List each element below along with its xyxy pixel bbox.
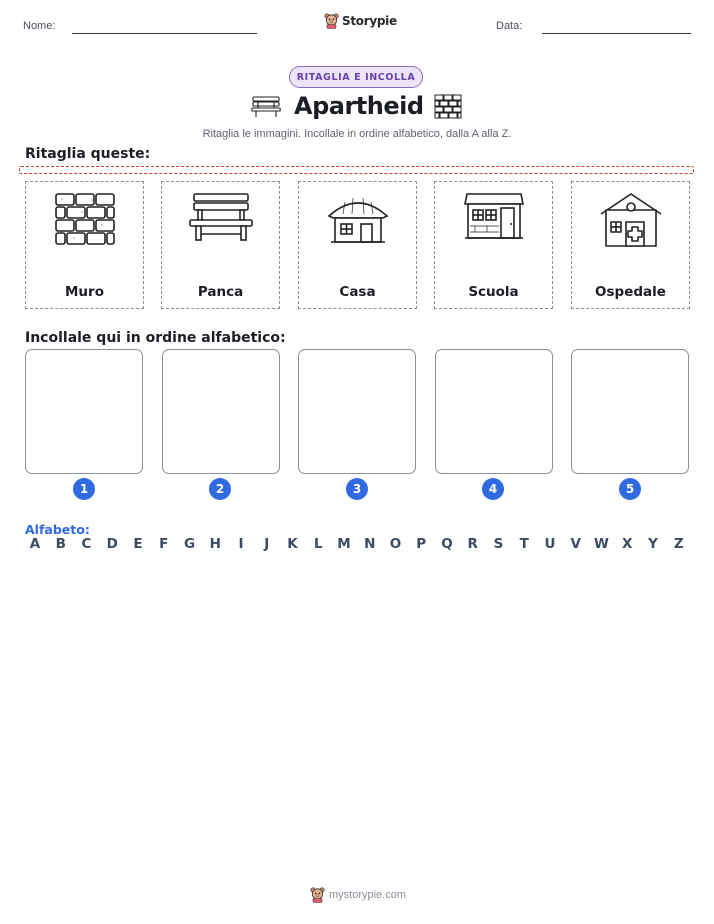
bench-icon xyxy=(251,96,281,118)
slot-number-2: 2 xyxy=(209,478,231,500)
alphabet-letter: Q xyxy=(441,536,453,552)
alphabet-letter: R xyxy=(467,536,478,552)
footer xyxy=(310,887,406,903)
alphabet-heading: Alfabeto: xyxy=(25,522,90,537)
alphabet-letter: Y xyxy=(648,536,658,552)
alphabet-letter: N xyxy=(364,536,376,552)
alphabet-letter: A xyxy=(29,536,41,552)
card-label: Muro xyxy=(65,284,104,300)
slot-number-1: 1 xyxy=(73,478,95,500)
brick-wall-icon xyxy=(434,94,462,120)
alphabet-letter: H xyxy=(209,536,221,552)
paste-slot-4[interactable] xyxy=(435,349,553,474)
bear-mascot-icon xyxy=(324,13,339,29)
cut-card-panca[interactable] xyxy=(161,181,280,309)
alphabet-letter: B xyxy=(55,536,66,552)
alphabet-letter: O xyxy=(389,536,402,552)
cut-card-muro[interactable] xyxy=(25,181,144,309)
alphabet-letter: K xyxy=(287,536,298,552)
paste-slot-5[interactable] xyxy=(571,349,689,474)
brand-logo xyxy=(324,13,397,29)
footer-url[interactable]: mystorypie.com xyxy=(329,889,407,901)
alphabet-letter: L xyxy=(313,536,323,552)
alphabet-letter: W xyxy=(594,536,609,552)
cut-card-scuola[interactable] xyxy=(434,181,553,309)
alphabet-letter: T xyxy=(519,536,529,552)
alphabet-letter: Z xyxy=(673,536,684,552)
brick-wall-icon xyxy=(52,190,118,250)
activity-badge: RITAGLIA E INCOLLA xyxy=(289,66,423,88)
alphabet-letter: S xyxy=(493,536,504,552)
alphabet-letter: U xyxy=(544,536,556,552)
card-label: Scuola xyxy=(468,284,519,300)
alphabet-letter: P xyxy=(416,536,427,552)
instructions: Ritaglia le immagini. Incollale in ordine alfabetico, dalla A alla Z. xyxy=(202,128,512,140)
cut-heading: Ritaglia queste: xyxy=(25,146,151,162)
alphabet-letter: X xyxy=(622,536,633,552)
date-line xyxy=(542,33,691,34)
alphabet-letter: C xyxy=(81,536,92,552)
hospital-icon xyxy=(598,190,664,250)
name-label: Nome: xyxy=(23,20,56,32)
paste-slot-1[interactable] xyxy=(25,349,143,474)
cut-card-ospedale[interactable] xyxy=(571,181,690,309)
bench-icon xyxy=(188,190,254,250)
alphabet-letter: F xyxy=(159,536,169,552)
alphabet-letter: I xyxy=(238,536,244,552)
paste-heading: Incollale qui in ordine alfabetico: xyxy=(25,330,286,346)
alphabet-letter: M xyxy=(337,536,351,552)
alphabet-letter: J xyxy=(264,536,270,552)
alphabet-letter: V xyxy=(570,536,581,552)
slot-number-3: 3 xyxy=(346,478,368,500)
alphabet-letter: G xyxy=(183,536,196,552)
alphabet-letter: D xyxy=(106,536,118,552)
cut-line xyxy=(19,166,694,174)
school-icon xyxy=(461,190,527,250)
slot-number-5: 5 xyxy=(619,478,641,500)
cut-card-casa[interactable] xyxy=(298,181,417,309)
hut-icon xyxy=(325,190,391,250)
paste-slot-3[interactable] xyxy=(298,349,416,474)
card-label: Casa xyxy=(339,284,376,300)
date-label: Data: xyxy=(496,20,523,32)
paste-slot-2[interactable] xyxy=(162,349,280,474)
name-line xyxy=(72,33,257,34)
card-label: Panca xyxy=(197,284,244,300)
card-label: Ospedale xyxy=(595,284,666,300)
alphabet-letter: E xyxy=(133,536,143,552)
slot-number-4: 4 xyxy=(482,478,504,500)
page-title: Apartheid xyxy=(294,92,424,120)
brand-name: Storypie xyxy=(342,14,397,28)
bear-mascot-icon xyxy=(310,887,325,903)
alphabet-row xyxy=(25,536,689,552)
